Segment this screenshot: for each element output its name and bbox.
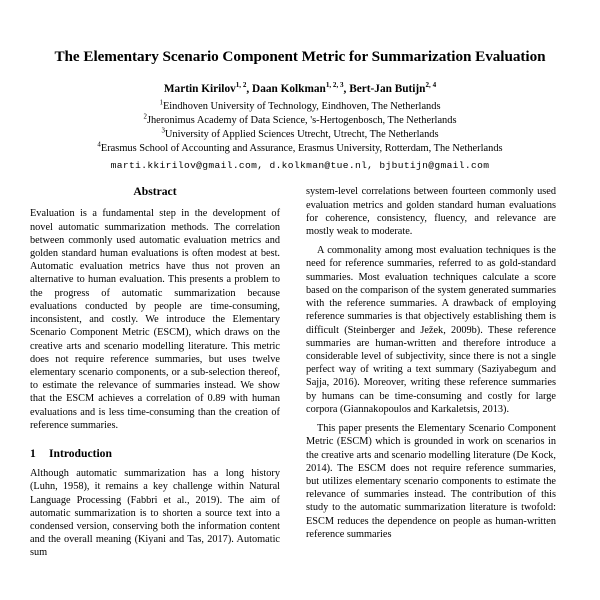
affiliation-text: Jheronimus Academy of Data Science, 's-Hertogenbosch, The Netherlands [146,115,457,127]
author-name: Martin Kirilov [163,82,236,95]
introduction-paragraph: Although automatic summarization has a long history (Luhn, 1958), it remains a key challenge within Natural Language Processing (Fabbri et al., 2019). The aim of automatic summarization is to shorten a source text into a condensed version, conserving both the information content and the overall meaning (Kiyani and Tas, 2017). Automatic sum [30,468,280,559]
right-column-body [306,185,556,541]
page-title: The Elementary Scenario Component Metric for Summarization Evaluation [54,48,546,65]
abstract-paragraph: Evaluation is a fundamental step in the development of novel automatic summarization methods. The correlation between commonly used automatic evaluation metrics and golden standard human evaluations is often modest at best. Automatic evaluation metrics have thus not proven an alternative to human evaluation. This presents a problem to the progress of automatic summarization because evaluations conducted by people are time-consuming, inconsistent, and costly. We introduce the Elementary Scenario Component Metric (ESCM), which draws on the creative arts and scenario modelling literature. This metric does not require reference summaries, but uses twelve elementary scenario components, or a sub-selection thereof, to estimate the relevance of summaries instead. We show that the ESCM achieves a correlation of 0.89 with human evaluations and is less time-consuming than the creation of reference summaries. [30,208,280,431]
section-title: Introduction [49,447,112,461]
two-column-body [30,185,570,559]
left-column [30,185,280,559]
section-heading-introduction [30,447,280,460]
title-block [30,0,570,171]
body-paragraph: A commonality among most evaluation techniques is the need for reference summaries, referred to as gold-standard summaries. Most evaluation techniques calculate a score based on the comparison of the system generated summaries with the reference summaries. A drawback of employing reference summaries is that objectively establishing them is difficult (Steinberger and Ježek, 2009b). These reference summaries are human-written and therefore introduce a considerable level of subjectivity, since there is not a single perfect way of writing a text summary (Saziyabegum and Sajja, 2016). Moreover, writing these reference summaries by humans can be time-consuming and costly for large corpora (Giannakopoulos and Karkaletsis, 2013). [306,245,556,415]
author-affiliation-marker: 2, 4 [425,80,437,89]
right-column [306,185,556,541]
affiliation-text: University of Applied Sciences Utrecht, Utrecht, The Netherlands [164,129,439,141]
affiliation-item [30,142,570,156]
affiliation-marker: 3 [161,127,165,135]
affiliation-text: Erasmus School of Accounting and Assurance, Erasmus University, Rotterdam, The Netherlands [100,143,503,155]
affiliation-item [30,100,570,114]
affiliation-marker: 1 [159,99,163,107]
affiliation-item [30,128,570,142]
affiliation-list [30,100,570,156]
author-affiliation-marker: 1, 2 [235,80,247,89]
section-number: 1 [30,447,36,461]
author-affiliation-marker: 1, 2, 3 [325,80,344,89]
affiliation-marker: 4 [97,141,101,149]
body-paragraph: This paper presents the Elementary Scenario Component Metric (ESCM) which is grounded in work on scenarios in the creative arts and scenario modelling literature (De Kock, 2014). The ESCM does not require reference summaries, but utilizes elementary scenario components to estimate the relevance of summaries instead. The contribution of this study to the automatic summarization literature is twofold: ESCM reduces the dependence on people as human-written reference summaries [306,423,556,540]
abstract-body [30,207,280,432]
affiliation-item [30,114,570,128]
author-list: Martin Kirilov$^{1, 2}$, Daan Kolkman$^{1, 2, 3}$, Bert-Jan Butijn$^{2, 4}$ [163,80,437,95]
author-emails: marti.kkirilov@gmail.com, d.kolkman@tue.nl, bjbutijn@gmail.com [110,160,490,172]
author-name: Bert-Jan Butijn [349,82,426,95]
abstract-heading: Abstract [133,185,177,199]
affiliation-text: Eindhoven University of Technology, Eindhoven, The Netherlands [162,101,441,113]
introduction-body [30,467,280,560]
affiliation-marker: 2 [143,113,147,121]
body-paragraph: system-level correlations between fourteen commonly used evaluation metrics and golden standard human evaluations for coherence, consistency, fluency, and relevance are mostly weak to moderate. [306,186,556,238]
author-name: Daan Kolkman [252,82,326,95]
